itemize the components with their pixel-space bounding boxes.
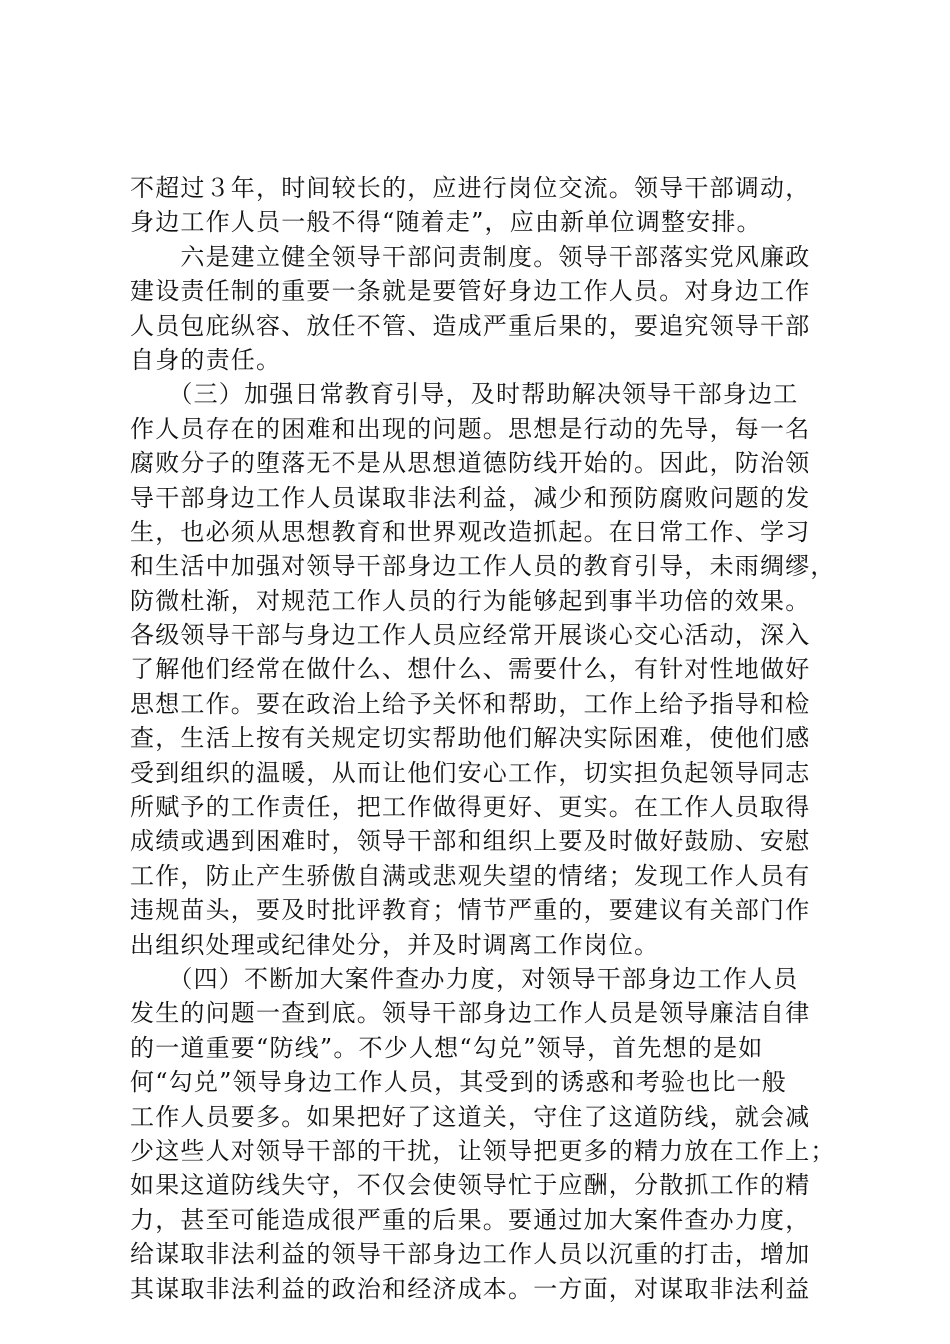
text-line: 和生活中加强对领导干部身边工作人员的教育引导，未雨绸缪，: [130, 552, 836, 581]
text-line: 力，甚至可能造成很严重的后果。要通过加大案件查办力度，: [130, 1205, 811, 1234]
text-line: 作人员存在的困难和出现的问题。思想是行动的先导，每一名: [130, 414, 811, 443]
text-line: 工作，防止产生骄傲自满或悲观失望的情绪；发现工作人员有: [130, 861, 811, 890]
text-line: 少这些人对领导干部的干扰，让领导把更多的精力放在工作上；: [130, 1136, 836, 1165]
text-line: 建设责任制的重要一条就是要管好身边工作人员。对身边工作: [130, 277, 811, 306]
text-line: 工作人员要多。如果把好了这道关，守住了这道防线，就会减: [130, 1102, 811, 1131]
text-line: 导干部身边工作人员谋取非法利益，减少和预防腐败问题的发: [130, 483, 811, 512]
text-line: 自身的责任。: [130, 345, 282, 374]
text-line: 给谋取非法利益的领导干部身边工作人员以沉重的打击，增加: [130, 1240, 811, 1269]
text-line: 生，也必须从思想教育和世界观改造抓起。在日常工作、学习: [130, 517, 811, 546]
text-line: 何“勾兑”领导身边工作人员，其受到的诱惑和考验也比一般: [130, 1068, 787, 1097]
text-line: 思想工作。要在政治上给予关怀和帮助，工作上给予指导和检: [130, 689, 811, 718]
text-line: 人员包庇纵容、放任不管、造成严重后果的，要追究领导干部: [130, 311, 811, 340]
text-line: 各级领导干部与身边工作人员应经常开展谈心交心活动，深入: [130, 621, 811, 650]
text-line: 防微杜渐，对规范工作人员的行为能够起到事半功倍的效果。: [130, 586, 811, 615]
text-line: 所赋予的工作责任，把工作做得更好、更实。在工作人员取得: [130, 793, 811, 822]
text-line: 了解他们经常在做什么、想什么、需要什么，有针对性地做好: [130, 655, 811, 684]
text-line: 的一道重要“防线”。不少人想“勾兑”领导，首先想的是如: [130, 1033, 764, 1062]
text-line: 违规苗头，要及时批评教育；情节严重的，要建议有关部门作: [130, 896, 811, 925]
text-line: 出组织处理或纪律处分，并及时调离工作岗位。: [130, 930, 660, 959]
text-line: （四）不断加大案件查办力度，对领导干部身边工作人员: [130, 964, 799, 993]
text-line: 身边工作人员一般不得“随着走”，应由新单位调整安排。: [130, 208, 762, 237]
text-line: 查，生活上按有关规定切实帮助他们解决实际困难，使他们感: [130, 724, 811, 753]
text-line: （三）加强日常教育引导，及时帮助解决领导干部身边工: [130, 380, 799, 409]
text-line: 如果这道防线失守，不仅会使领导忙于应酬，分散抓工作的精: [130, 1171, 811, 1200]
text-line: 成绩或遇到困难时，领导干部和组织上要及时做好鼓励、安慰: [130, 827, 811, 856]
text-line: 六是建立健全领导干部问责制度。领导干部落实党风廉政: [130, 242, 811, 271]
document-body: [130, 171, 836, 1306]
text-line: 不超过３年，时间较长的，应进行岗位交流。领导干部调动，: [130, 174, 811, 202]
text-line: 腐败分子的堕落无不是从思想道德防线开始的。因此，防治领: [130, 449, 811, 478]
text-line: 受到组织的温暖，从而让他们安心工作，切实担负起领导同志: [130, 758, 811, 787]
text-line: 其谋取非法利益的政治和经济成本。一方面，对谋取非法利益: [130, 1274, 811, 1303]
text-line: 发生的问题一查到底。领导干部身边工作人员是领导廉洁自律: [130, 999, 811, 1028]
